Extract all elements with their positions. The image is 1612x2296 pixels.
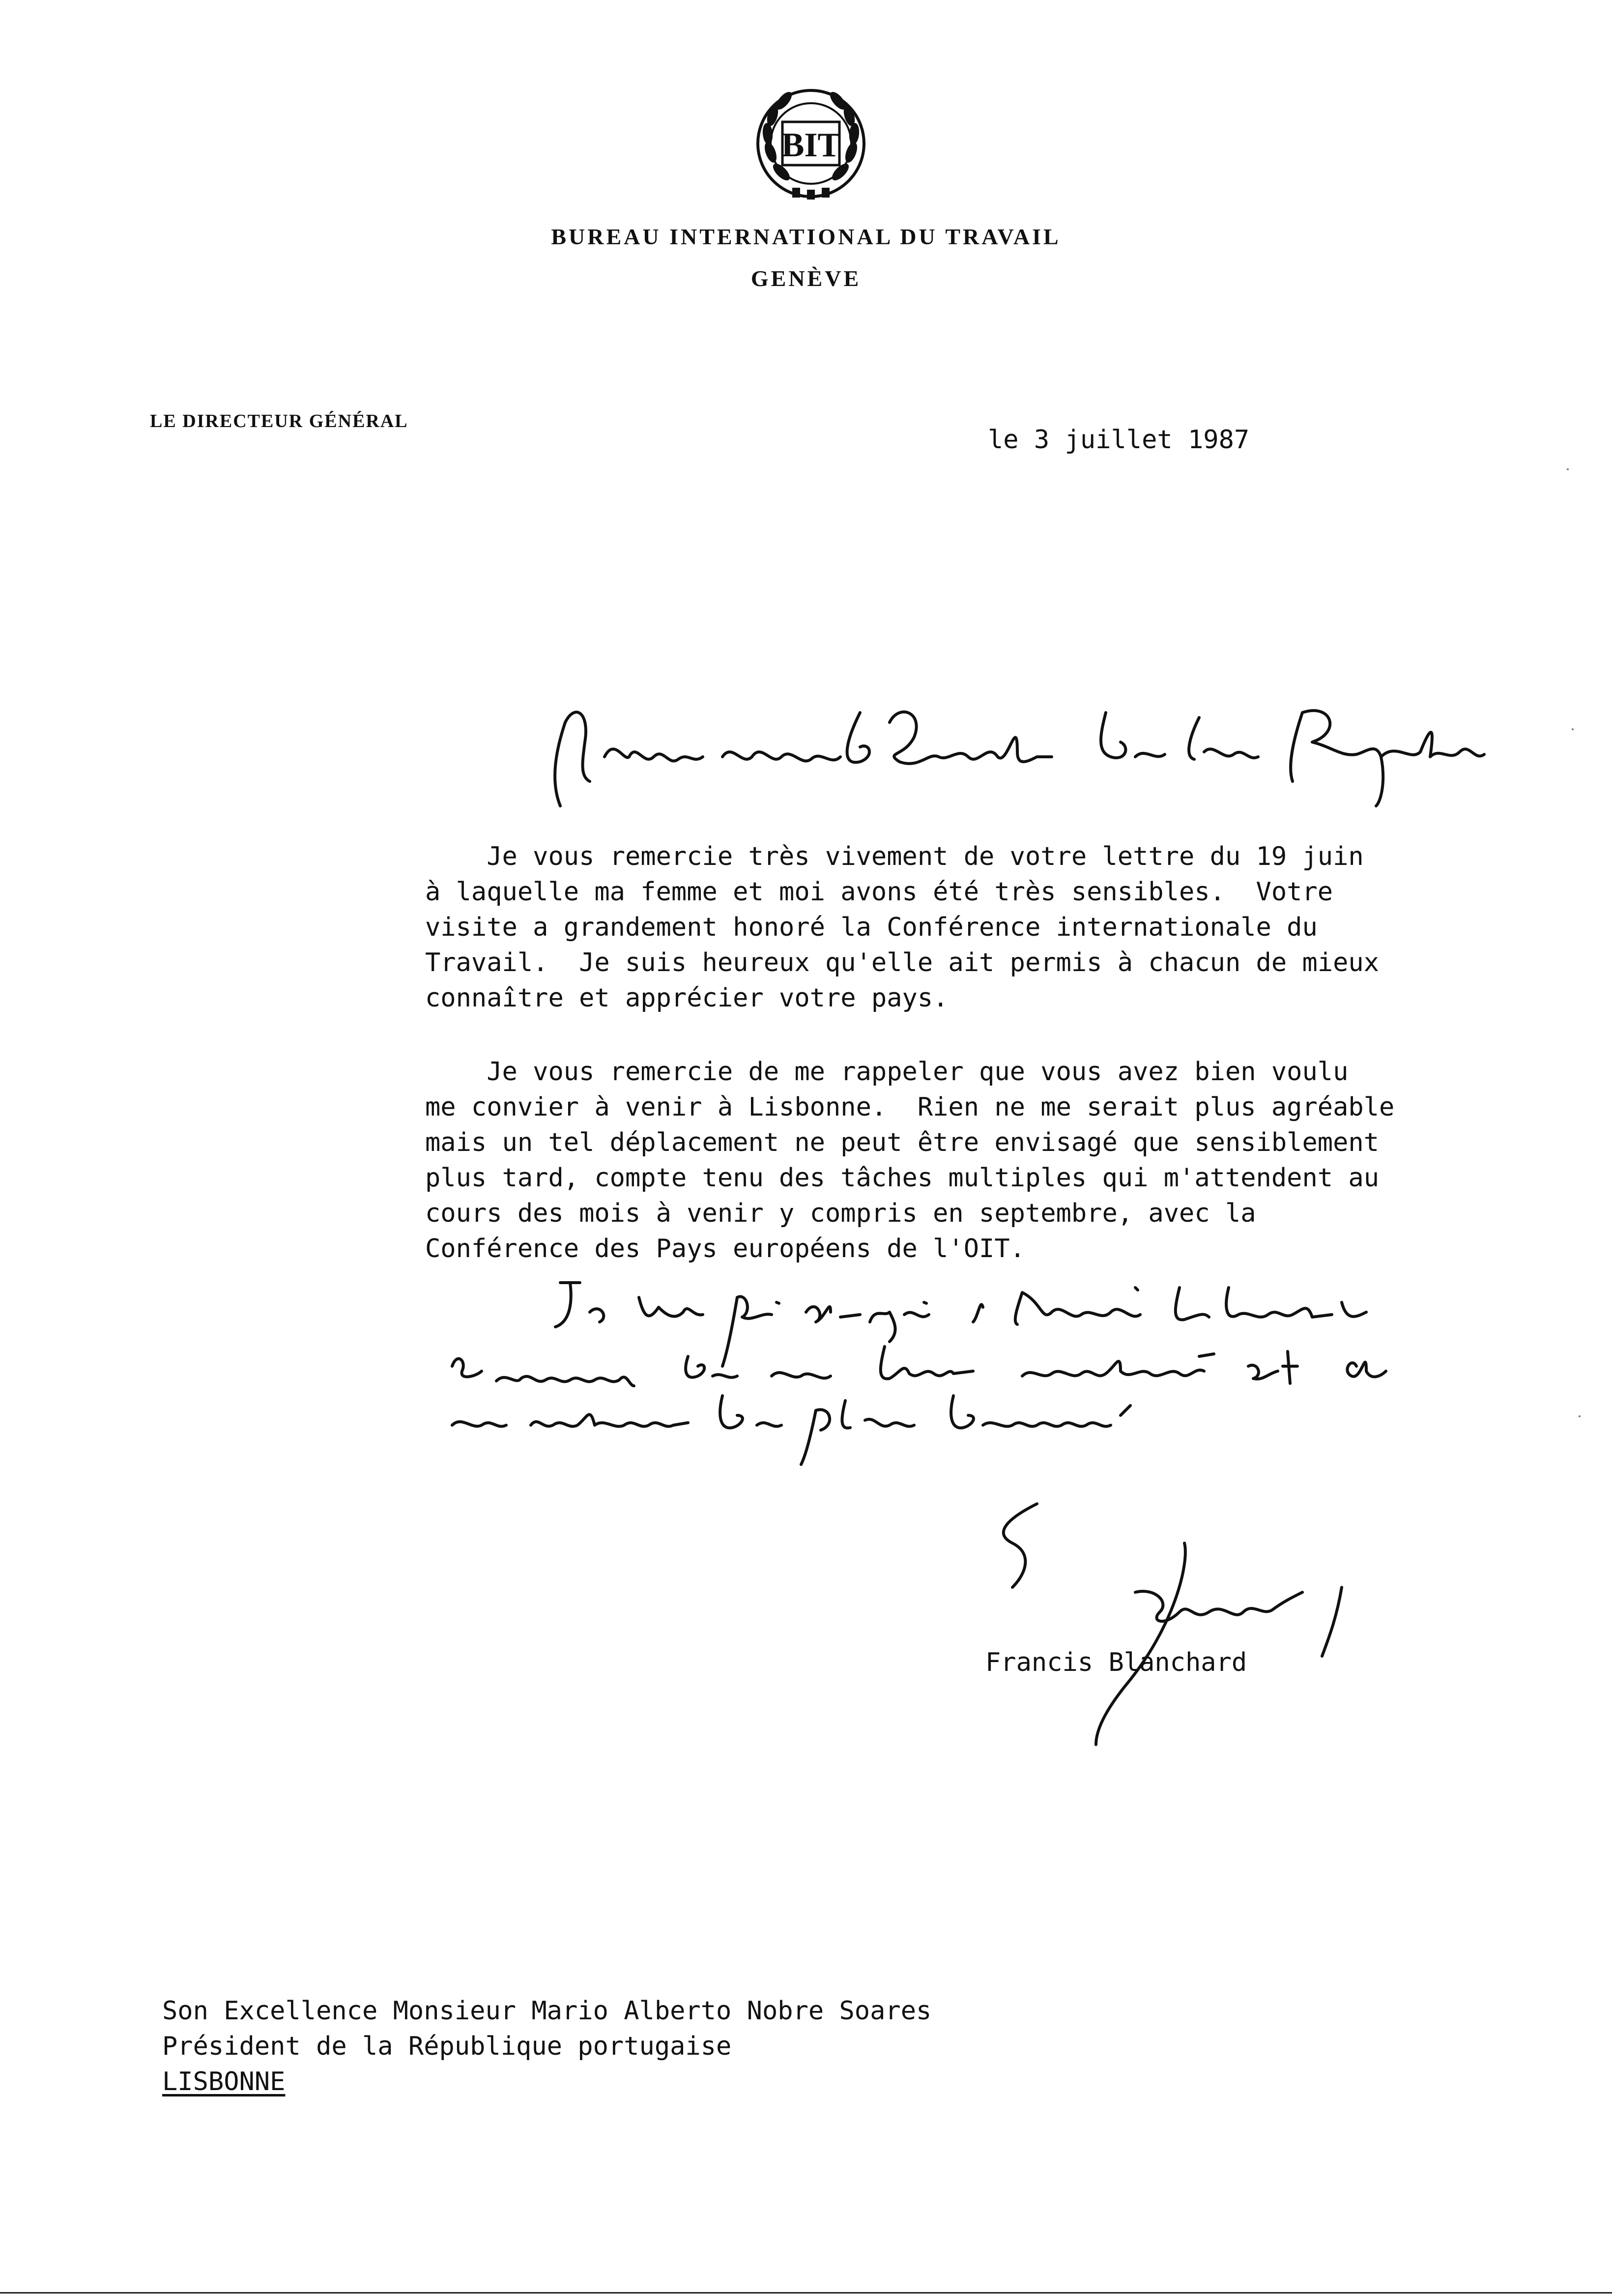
bit-logo-emblem xyxy=(747,79,875,206)
department-label: LE DIRECTEUR GÉNÉRAL xyxy=(150,411,408,431)
logo-text: BIT xyxy=(781,126,841,164)
recipient-line-2: Président de la République portugaise xyxy=(162,2032,732,2061)
body-paragraph-2: Je vous remercie de me rappeler que vous avez bien voulu me convier à venir à Lisbonne. Rien ne me serait plus agréable mais un tel déplacement ne peut être envisagé que sensiblement plus tard, compte tenu des tâches multiples qui m'attendent au cours des mois à venir y compris en septembre, avec la Conférence des Pays européens de l'OIT. xyxy=(425,1057,1395,1263)
recipient-city: LISBONNE xyxy=(162,2067,286,2096)
sender-name: Francis Blanchard xyxy=(985,1648,1247,1677)
recipient-line-1: Son Excellence Monsieur Mario Alberto Nobre Soares xyxy=(162,1996,932,2026)
handwritten-salutation xyxy=(546,683,1504,816)
body-paragraph-1: Je vous remercie très vivement de votre lettre du 19 juin à laquelle ma femme et moi avons été très sensibles. Votre visite a grandement honoré la Conférence internationale du Travail. Je suis heureux qu'elle ait permis à chacun de mieux connaître et apprécier votre pays. xyxy=(425,842,1380,1013)
letter-date: le 3 juillet 1987 xyxy=(988,425,1250,455)
scan-speck xyxy=(1572,728,1574,730)
organization-name: BUREAU INTERNATIONAL DU TRAVAIL xyxy=(551,224,1061,249)
scan-speck xyxy=(1567,468,1569,470)
handwritten-signature xyxy=(978,1489,1420,1759)
handwritten-closing xyxy=(432,1268,1553,1474)
page-bottom-edge xyxy=(0,2292,1612,2294)
scan-speck xyxy=(1579,1415,1581,1417)
organization-city: GENÈVE xyxy=(750,266,862,291)
